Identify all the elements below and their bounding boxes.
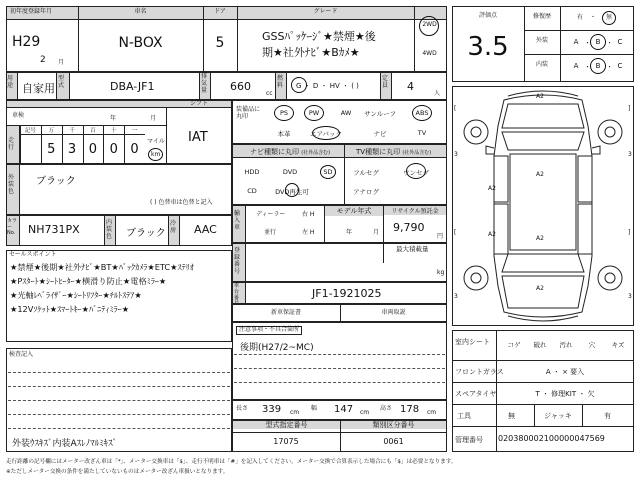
new-car-cert: 新車保証書 <box>270 309 301 316</box>
reg-month: 2 <box>40 55 46 65</box>
nav-header <box>250 147 330 157</box>
inspection-month-label: 月 <box>150 115 157 122</box>
shift-value: IAT <box>188 130 208 145</box>
capacity-label: 定員 <box>382 75 389 89</box>
fuel-label: 燃料 <box>277 75 284 89</box>
chassis-label: 車台番号 <box>234 283 240 307</box>
drive-4wd: 4WD <box>422 50 437 57</box>
repair-option-yes: 有 <box>577 14 584 21</box>
grade-value-line2: 期★社外ﾅﾋﾞ★Bｶﾒ★ <box>262 46 360 59</box>
mileage-unit-km: km <box>151 151 161 158</box>
glass-value: A ・ × 要入 <box>545 368 585 376</box>
import-parallel: 並行 <box>264 229 277 236</box>
int-color-value: ブラック <box>126 228 166 239</box>
ext-color-label: 外装色 <box>8 174 15 195</box>
svg-text:3: 3 <box>628 293 632 300</box>
tv-options <box>344 158 447 205</box>
svg-text:3: 3 <box>454 151 458 158</box>
sales-point-line: ★Pｽﾀｰﾄ★ｼｰﾄﾋｰﾀｰ★横滑り防止★電格ﾐﾗｰ★ <box>10 276 167 286</box>
height-unit: cm <box>427 409 437 416</box>
damage-label: A2 <box>488 185 496 192</box>
height-value: 178 <box>400 404 420 415</box>
use-value: 自家用 <box>22 82 55 95</box>
tv-option: ワンセグ <box>403 169 429 177</box>
type-no-label: 型式指定番号 <box>233 421 340 429</box>
displacement-value: 660 <box>230 80 251 93</box>
chassis-value: JF1-1921025 <box>312 287 382 300</box>
model-value: DBA-JF1 <box>110 80 155 93</box>
model-label: 型式 <box>58 75 65 89</box>
nav-option: DVD再生可 <box>275 188 309 196</box>
model-year-label: モデル年式 <box>325 206 383 216</box>
repair-label: 修復歴 <box>532 13 551 20</box>
seat-item: 破れ <box>533 341 547 349</box>
damage-label: A2 <box>536 235 544 242</box>
equipment-item: ABS <box>415 109 429 117</box>
load-label: 最大積載量 <box>396 245 429 253</box>
mileage-unit-mile: マイル <box>147 138 165 145</box>
mgmt-value: 020380002100000047569 <box>498 434 605 443</box>
digit-head: 十 <box>110 128 117 134</box>
ext-grade-option: C <box>617 38 623 46</box>
equipment-label: 装備品に丸印 <box>236 106 261 120</box>
nav-header-sub: (社外品含む) <box>301 150 331 156</box>
remarks-label: 注意事項・不具合箇所 <box>236 326 302 335</box>
digit-head: 百 <box>90 128 96 134</box>
fuel-options: G ・ D ・ HV ・ ( ) <box>296 82 359 90</box>
width-value: 147 <box>334 404 354 415</box>
footer-line2: ※ただしメーター交換の条件を満たしていないものはメーター改ざん車扱いとなります。 <box>6 469 229 475</box>
sales-point-line: ★禁煙★後期★社外ﾅﾋﾞ★BT★ﾊﾞｯｸｶﾒﾗ★ETC★ｽﾃﾘｵ <box>10 262 194 272</box>
inspection-label: 車検 <box>12 112 25 119</box>
jack-value: 有 <box>604 412 611 420</box>
int-grade-option: A <box>573 62 579 70</box>
door-value: 5 <box>215 35 225 51</box>
equipment-row1 <box>262 104 447 124</box>
svg-text:[: [ <box>454 229 457 236</box>
spare-value: T ・ 修理KIT ・ 欠 <box>535 390 595 398</box>
import-left: 左 H <box>302 229 315 236</box>
int-grade-label: 内装 <box>535 61 548 68</box>
seat-item: 汚れ <box>559 341 573 349</box>
class-no-label: 類別区分番号 <box>341 421 446 429</box>
footer-line1: 走行距離の記号欄にはメーター改ざん車は「*」、メーター交換車は「$」、走行不明車は「#」を記入してください。メーター交換で合算表示した場合にも「$」は必要となります。 <box>6 459 457 465</box>
width-unit: cm <box>360 409 370 416</box>
color-code-label: カラー No. <box>7 218 18 236</box>
reg-month-unit: 月 <box>58 59 65 66</box>
tv-header-sub: (社外品含む) <box>402 150 432 156</box>
model-year-unit: 年 <box>346 229 353 236</box>
nav-option: HDD <box>244 168 260 176</box>
nav-header-label: ナビ種類に丸印 <box>250 148 299 156</box>
length-label: 長さ <box>236 405 249 412</box>
recycle-label: リサイクル預託金 <box>384 206 446 215</box>
ext-color-note: ( ) 色替車は色替と記入 <box>150 199 213 206</box>
ext-grade-sep: ・ <box>606 39 613 47</box>
inspector-label: 検査記入 <box>9 351 34 358</box>
spare-label: スペアタイヤ <box>455 390 497 398</box>
tool-value: 無 <box>508 412 515 420</box>
repair-option-no: 無 <box>606 14 613 21</box>
int-grade-sep: ・ <box>584 63 591 71</box>
model-month-unit: 月 <box>373 229 380 236</box>
seat-item: 穴 <box>588 341 596 349</box>
seat-items <box>496 330 634 360</box>
digit-value: 5 <box>47 142 56 157</box>
jack-label: ジャッキ <box>544 412 572 420</box>
svg-text:3: 3 <box>454 293 458 300</box>
grade-value-line1: GSSﾊﾟｯｹｰｼﾞ★禁煙★後 <box>262 30 376 43</box>
svg-text:3: 3 <box>628 151 632 158</box>
tv-header-label: TV種類に丸印 <box>356 148 401 156</box>
reg-date-label: 初年度登録年月 <box>10 8 53 15</box>
equipment-item: TV <box>417 129 427 137</box>
digit-head: 記号 <box>24 128 36 134</box>
sales-point-line: ★12Vｿｹｯﾄ★ｽﾏｰﾄｷｰ★ﾊﾞﾆﾃｨﾐﾗｰ★ <box>10 304 130 314</box>
equipment-item: ナビ <box>373 130 387 138</box>
seat-item: コゲ <box>507 341 521 349</box>
ext-grade-option: A <box>573 38 579 46</box>
nav-options <box>232 158 344 205</box>
reg-no-label: 登録番号 <box>234 247 241 275</box>
shift-label: シフト <box>190 100 209 107</box>
sales-point-line: ★光軸ﾚﾍﾞﾗｲｻﾞｰ★ｼｰﾄﾘﾌﾀｰ★ﾁﾙﾄｽﾃｱ★ <box>10 290 142 300</box>
damage-label: A2 <box>488 231 496 238</box>
displacement-unit: cc <box>266 90 273 97</box>
import-dealer: ディーラー <box>256 211 286 218</box>
digit-value: 0 <box>88 142 98 157</box>
equipment-item: PS <box>279 109 289 117</box>
seat-item: キズ <box>611 341 625 349</box>
tv-option: フルセグ <box>353 169 379 177</box>
remarks-value: 後期(H27/2~MC) <box>240 343 314 353</box>
ext-grade-label: 外装 <box>535 37 548 44</box>
recycle-value: 9,790 <box>393 221 425 234</box>
ext-grade-options <box>560 30 634 54</box>
score-label: 評価点 <box>478 12 497 19</box>
load-unit: kg <box>437 269 445 276</box>
import-right: 右 H <box>302 211 315 218</box>
mgmt-label: 管理番号 <box>455 436 483 444</box>
digit-value: 0 <box>109 142 118 157</box>
grade-label: グレード <box>313 8 338 15</box>
inspector-note: 外装ｳｽｷｽﾞ内装Aｽﾚﾉﾏﾙﾐｷｽﾞ <box>12 439 118 449</box>
damage-label: A2 <box>536 171 544 178</box>
svg-text:]: ] <box>628 229 631 236</box>
displacement-label: 排気量 <box>201 73 208 94</box>
ext-grade-option: B <box>595 38 601 46</box>
mileage-label: 走行 <box>8 137 15 151</box>
equipment-item: 本革 <box>277 130 291 138</box>
color-code-value: NH731PX <box>28 223 80 236</box>
mileage-digit-grid <box>20 125 145 164</box>
vehicle-manual: 車両取説 <box>381 309 406 316</box>
int-color-label: 内装色 <box>106 219 113 240</box>
class-no-value: 0061 <box>383 437 404 446</box>
nav-option: DVD <box>282 168 298 176</box>
tv-option: アナログ <box>353 188 379 196</box>
reg-era-year: H29 <box>12 34 41 50</box>
import-label: 輸入車 <box>234 210 241 231</box>
int-grade-option: B <box>595 62 601 70</box>
car-name-label: 車名 <box>134 8 147 15</box>
svg-text:[: [ <box>454 105 457 112</box>
equipment-item: エアバック <box>310 130 342 138</box>
capacity-unit: 人 <box>434 90 441 97</box>
score-value: 3.5 <box>467 32 509 62</box>
equipment-row2 <box>262 126 447 142</box>
door-label: ドア <box>214 8 226 15</box>
equipment-item: PW <box>308 109 320 117</box>
nav-option: SD <box>323 168 333 176</box>
digit-value: 0 <box>130 142 139 157</box>
ac-label: 冷房 <box>170 220 177 234</box>
inspection-year-label: 年 <box>110 115 117 122</box>
length-unit: cm <box>290 409 300 416</box>
seat-label: 室内シート <box>455 338 490 346</box>
int-grade-options <box>560 54 634 82</box>
equipment-item: サンルーフ <box>364 110 396 118</box>
equipment-item: AW <box>340 109 352 117</box>
digit-head-line <box>20 134 145 135</box>
ext-grade-sep: ・ <box>584 39 591 47</box>
width-label: 幅 <box>311 405 318 412</box>
ac-value: AAC <box>194 223 217 236</box>
car-name-value: N-BOX <box>118 35 163 51</box>
repair-sep: ・ <box>590 14 597 21</box>
use-label: 用途 <box>7 75 14 89</box>
damage-label: A2 <box>536 93 544 100</box>
int-grade-sep: ・ <box>606 63 613 71</box>
recycle-unit: 円 <box>437 233 444 240</box>
damage-label: A2 <box>536 285 544 292</box>
digit-head: 千 <box>69 128 75 134</box>
digit-head: 一 <box>131 128 138 134</box>
tool-label: 工具 <box>457 412 471 420</box>
ext-color-value: ブラック <box>36 176 76 187</box>
nav-option: CD <box>247 187 257 195</box>
capacity-value: 4 <box>407 80 414 93</box>
int-grade-option: C <box>617 62 623 70</box>
drive-2wd: 2WD <box>422 21 437 28</box>
digit-head: 万 <box>48 128 54 134</box>
svg-text:]: ] <box>628 105 631 112</box>
glass-label: フロントガラス <box>455 368 504 376</box>
car-diagram <box>452 86 634 326</box>
digit-value: 3 <box>67 142 77 157</box>
height-label: 高さ <box>380 405 393 412</box>
sales-point-label: セールスポイント <box>9 251 57 258</box>
length-value: 339 <box>262 404 282 415</box>
tv-header <box>356 147 431 157</box>
type-no-value: 17075 <box>273 437 299 446</box>
